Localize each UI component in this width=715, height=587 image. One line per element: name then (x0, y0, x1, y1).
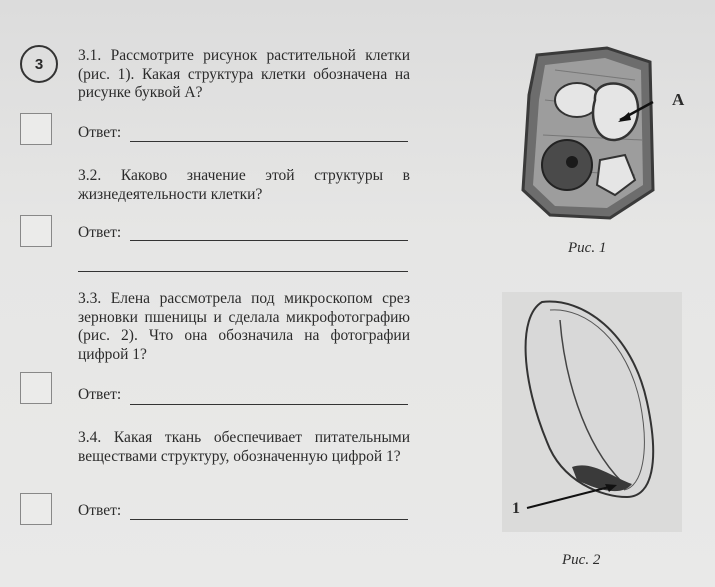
answer-line-3-2a[interactable] (130, 240, 408, 241)
answer-label-3-4: Ответ: (78, 502, 122, 519)
question-3-1-text: 3.1. Рассмотрите рисунок растительной клетки (рис. 1). Какая структура клетки обозначена на рисунке буквой А? (78, 47, 410, 101)
answer-box-3-1[interactable] (20, 113, 52, 145)
figure-2-arrow (525, 480, 625, 520)
answer-box-3-4[interactable] (20, 493, 52, 525)
question-3-4-text: 3.4. Какая ткань обеспечивает питательными веществами структуру, обозначенную цифрой 1? (78, 429, 410, 465)
answer-label-3-3: Ответ: (78, 386, 122, 403)
answer-box-3-2[interactable] (20, 215, 52, 247)
figure-1-label: А (672, 90, 685, 109)
answer-line-3-2b[interactable] (78, 271, 408, 272)
answer-line-3-1[interactable] (130, 141, 408, 142)
answer-line-3-4[interactable] (130, 519, 408, 520)
figure-2-caption: Рис. 2 (562, 552, 601, 568)
answer-line-3-3[interactable] (130, 404, 408, 405)
answer-label-3-2: Ответ: (78, 224, 122, 241)
answer-box-3-3[interactable] (20, 372, 52, 404)
figure-1-caption: Рис. 1 (568, 240, 607, 256)
answer-label-3-1: Ответ: (78, 124, 122, 141)
question-3-3-text: 3.3. Елена рассмотрела под микроскопом срез зерновки пшеницы и сделала микрофотографию (рис. 2). Что она обозначила на фотографии цифрой 1? (78, 290, 410, 363)
task-number-badge: 3 (20, 45, 58, 83)
figure-2-label: 1 (512, 500, 520, 517)
question-3-2-text: 3.2. Каково значение этой структуры в жизнедеятельности клетки? (78, 167, 410, 203)
plant-cell-figure (515, 40, 655, 225)
